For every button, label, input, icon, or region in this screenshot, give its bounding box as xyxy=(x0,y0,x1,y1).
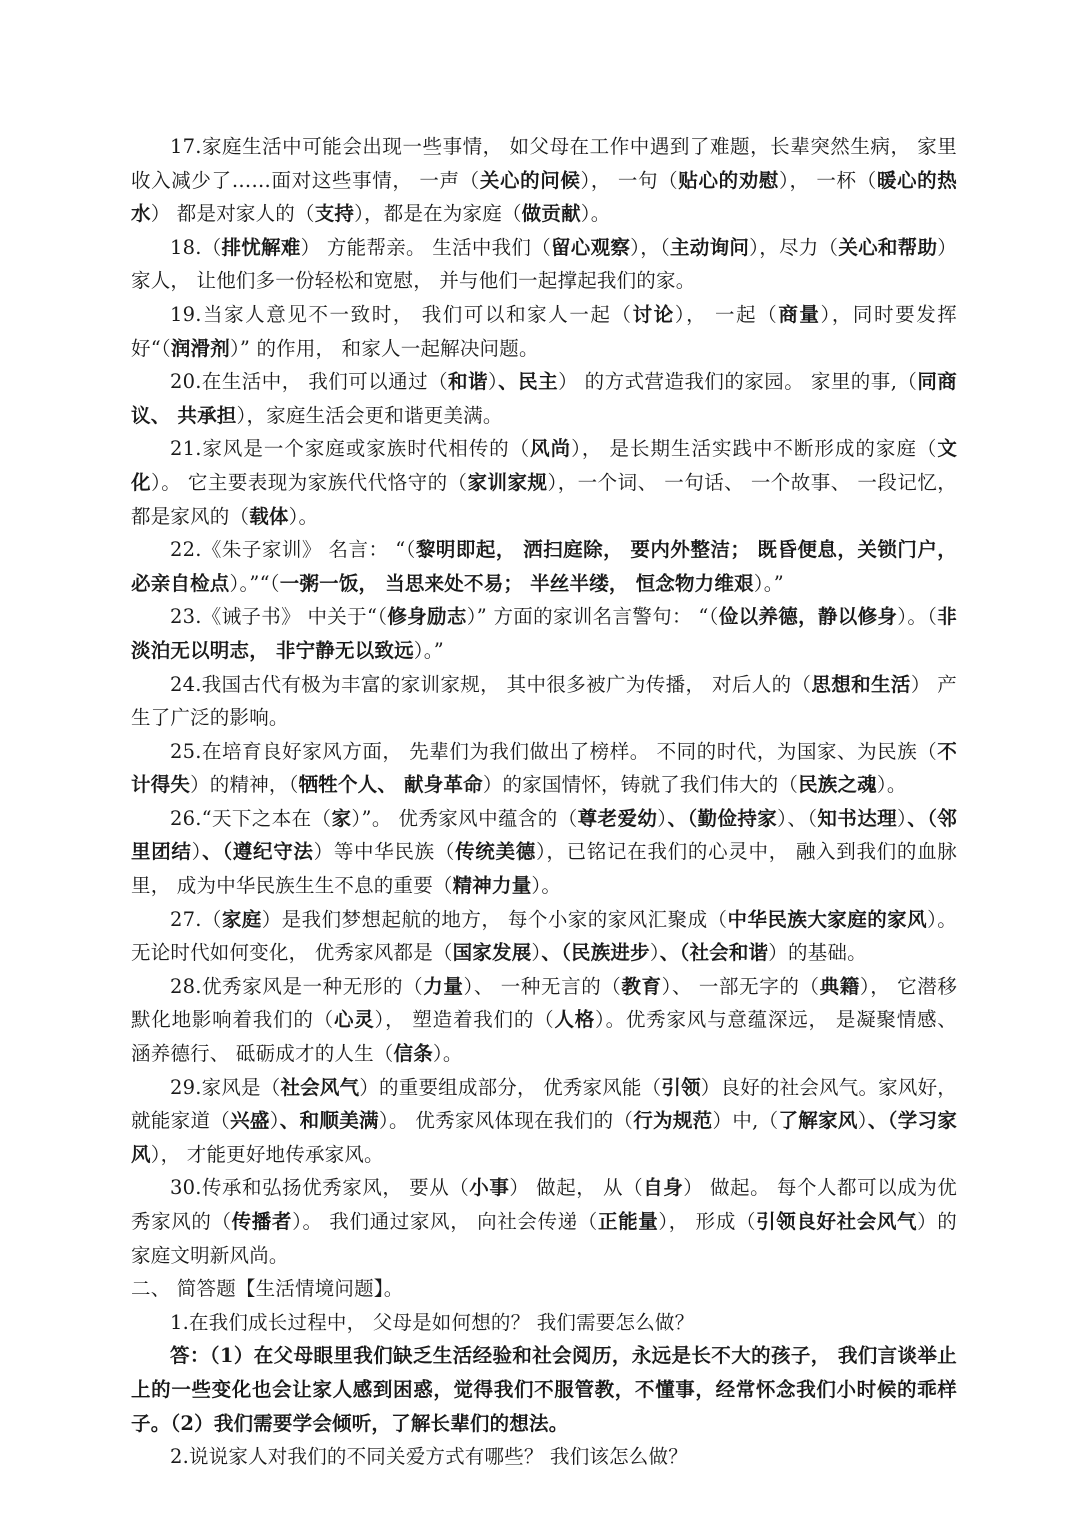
answer-text: 遵纪守法 xyxy=(232,840,314,864)
item-text: ），同时要发挥好“（ xyxy=(131,302,957,360)
item-text: ），已铭记在我们的心灵中， 融入到我们的血脉里， 成为中华民族生生不息的重要（ xyxy=(131,840,957,898)
question-2: 2.说说家人对我们的不同关爱方式有哪些？ 我们该怎么做？ xyxy=(170,1445,688,1469)
answer-text: 正能量 xyxy=(597,1210,659,1233)
item-text: ） xyxy=(657,806,668,830)
item-text: ）。 xyxy=(531,874,562,898)
answer-text: 兴盛 xyxy=(230,1109,270,1133)
answer-text: 、和顺美满 xyxy=(279,1109,379,1133)
item-text: ） 产生了广泛的影响。 xyxy=(131,672,957,730)
answer-text: 、（ xyxy=(867,1109,898,1133)
document-content xyxy=(131,130,957,1474)
item-text: 22.《朱子家训》 名言： “（ xyxy=(170,538,416,562)
answer-text: 民族之魂 xyxy=(798,773,877,797)
item-text: ）” 的作用， 和家人一起解决问题。 xyxy=(229,336,539,360)
fill-blank-item-25 xyxy=(131,735,957,802)
item-text: ）是我们梦想起航的地方， 每个小家的家风汇聚成（ xyxy=(261,907,728,931)
item-text: ）。” xyxy=(413,638,444,662)
answer-text: 讨论 xyxy=(632,302,675,326)
answer-text: 传统美德 xyxy=(455,840,536,864)
answer-text: 民族进步 xyxy=(571,941,650,965)
answer-text: 和谐 xyxy=(448,370,488,394)
item-text: 18.（ xyxy=(170,235,222,259)
answer-text: 家训家规 xyxy=(467,470,548,494)
answer-text: 商量 xyxy=(778,302,821,326)
answer-text: 引领良好社会风气 xyxy=(756,1210,918,1233)
item-text: ）” 方面的家训名言警句： “（ xyxy=(466,605,719,629)
fill-blank-item-19 xyxy=(131,298,957,365)
item-text: 25.在培育良好家风方面， 先辈们为我们做出了榜样。 不同的时代，为国家、为民族（ xyxy=(170,739,938,763)
item-text: ）、 一种无言的（ xyxy=(463,974,622,998)
item-text: ）。 它主要表现为家族代代恪守的（ xyxy=(150,470,468,494)
fill-blank-item-20 xyxy=(131,365,957,432)
item-text: ）中,（ xyxy=(712,1109,779,1133)
item-text: ） 做起。 每个人都可以成为优秀家风的（ xyxy=(131,1176,957,1233)
answer-text: 知书达理 xyxy=(817,806,898,830)
item-text: ）。（ xyxy=(897,605,938,629)
answer-text: 思想和生活 xyxy=(811,672,911,696)
item-text: ）， 一杯（ xyxy=(779,168,877,192)
item-text: ）， 它潜移默化地影响着我们的（ xyxy=(131,974,958,1032)
item-text: ）的家庭文明新风尚。 xyxy=(131,1210,957,1267)
item-text: 20.在生活中， 我们可以通过（ xyxy=(170,370,449,394)
item-text: ） xyxy=(857,1109,868,1133)
answer-text: 载体 xyxy=(249,504,289,528)
answer-text: 、（ xyxy=(202,840,233,864)
item-text: ） 方能帮亲。 生活中我们（ xyxy=(300,235,552,259)
item-text: ），（ xyxy=(630,235,671,259)
answer-text: 社会风气 xyxy=(280,1075,360,1099)
item-text: ）， 一句（ xyxy=(580,168,679,192)
answer-text: 、民主 xyxy=(498,370,559,394)
answer-text: 教育 xyxy=(621,974,662,998)
item-text: ）、 一部无字的（ xyxy=(661,974,820,998)
item-text: ）的精神，（ xyxy=(190,773,299,797)
answer-text: 做贡献 xyxy=(521,202,581,226)
item-text: ） 的方式营造我们的家园。 家里的事,（ xyxy=(558,370,918,394)
answer-text: 贴心的劝慰 xyxy=(678,168,780,192)
answer-text: 中华民族大家庭的家风 xyxy=(727,907,928,931)
item-text: ）， 塑造着我们的（ xyxy=(374,1008,555,1032)
answer-text: 非淡泊无以明志， 非宁静无以致远 xyxy=(131,605,957,662)
item-text: 19.当家人意见不一致时， 我们可以和家人一起（ xyxy=(170,302,633,326)
item-text: ）。优秀家风与意蕴深远， 是凝聚情感、 涵养德行、 砥砺成才的人生（ xyxy=(131,1008,957,1066)
answer-text: 传播者 xyxy=(231,1210,293,1233)
fill-blank-item-27 xyxy=(131,903,957,970)
item-text: ）， 才能更好地传承家风。 xyxy=(150,1142,384,1166)
answer-text: 小事 xyxy=(469,1176,510,1200)
fill-blank-item-18 xyxy=(131,231,957,298)
answer-text: 、（ xyxy=(541,941,572,965)
item-text: 26.“天下之本在（ xyxy=(170,806,332,830)
answer-text: 典籍 xyxy=(819,974,860,998)
answer-text: 风尚 xyxy=(530,437,572,461)
answer-text: 润滑剂 xyxy=(170,336,230,360)
fill-blank-item-21 xyxy=(131,432,957,533)
fill-blank-item-24 xyxy=(131,668,957,735)
item-text: ）。 xyxy=(580,202,611,226)
answer-text: 尊老爱幼 xyxy=(577,806,658,830)
answer-text: 主动询问 xyxy=(670,235,750,259)
item-text: ） 都是对家人的（ xyxy=(150,202,315,226)
fill-blank-item-17 xyxy=(131,130,957,231)
item-text: 27.（ xyxy=(170,907,222,931)
answer-text: 社会和谐 xyxy=(689,941,769,965)
answer-text: 家 xyxy=(331,806,352,830)
answer-text: 、（ xyxy=(667,806,698,830)
item-text: ）、（ xyxy=(777,806,818,830)
answer-text: 信条 xyxy=(393,1042,433,1066)
answer-text: 文化 xyxy=(131,437,958,494)
answer-text: 人格 xyxy=(554,1008,596,1032)
item-text: ） 做起， 从（ xyxy=(509,1176,644,1200)
item-text: ）， 是长期生活实践中不断形成的家庭（ xyxy=(571,437,938,461)
answer-text: 留心观察 xyxy=(551,235,631,259)
fill-blank-item-28 xyxy=(131,970,957,1071)
item-text: 24.我国古代有极为丰富的家训家规， 其中很多被广为传播， 对后人的（ xyxy=(170,672,812,696)
question-1: 1.在我们成长过程中， 父母是如何想的？ 我们需要怎么做？ xyxy=(170,1310,695,1334)
answer-text: 暖心的热水 xyxy=(131,168,957,226)
answer-text: 关心的问候 xyxy=(479,168,581,192)
item-text: ）良好的社会风气。家风好， 就能家道（ xyxy=(131,1075,957,1133)
item-text: 28.优秀家风是一种无形的（ xyxy=(170,974,424,998)
item-text: ）， 形成（ xyxy=(658,1210,757,1233)
answer-text: 力量 xyxy=(423,974,464,998)
answer-text: 支持 xyxy=(314,202,355,226)
answer-text: 心灵 xyxy=(333,1008,375,1032)
item-text: ）。 无论时代如何变化， 优秀家风都是（ xyxy=(131,907,958,965)
answer-text: 俭以养德，静以修身 xyxy=(718,605,898,629)
fill-blank-item-30 xyxy=(131,1171,957,1272)
item-text: ） xyxy=(531,941,542,965)
answer-text: 引领 xyxy=(661,1075,701,1099)
item-text: ）。” xyxy=(753,571,784,595)
answer-text: 学习家风 xyxy=(131,1109,958,1166)
item-text: ）”。 优秀家风中蕴含的（ xyxy=(351,806,578,830)
answer-text: 国家发展 xyxy=(452,941,532,965)
fill-blank-item-29 xyxy=(131,1071,957,1172)
answer-text: 了解家风 xyxy=(778,1109,858,1133)
item-text: 21.家风是一个家庭或家族时代相传的（ xyxy=(170,437,531,461)
answer-text: 黎明即起， 洒扫庭除， 要内外整洁； 既昏便息，关锁门户， 必亲自检点 xyxy=(131,538,958,595)
item-text: ）。”“（ xyxy=(229,571,280,595)
item-text: ），一个词、 一句话、 一个故事、 一段记忆， 都是家风的（ xyxy=(131,470,958,528)
item-text: 30.传承和弘扬优秀家风， 要从（ xyxy=(170,1176,470,1200)
item-text: ） xyxy=(487,370,499,394)
item-text: ）。 xyxy=(432,1042,463,1066)
fill-blank-item-23 xyxy=(131,600,957,667)
item-text: ） 家人， 让他们多一份轻松和宽慰， 并与他们一起撑起我们的家。 xyxy=(131,235,957,293)
answer-text: 同商议、 共承担 xyxy=(131,370,957,427)
answer-text: 排忧解难 xyxy=(221,235,301,259)
item-text: ）等中华民族（ xyxy=(313,840,456,864)
item-text: ），都是在为家庭（ xyxy=(354,202,522,226)
answer-text: 关心和帮助 xyxy=(838,235,938,259)
item-text: ），家庭生活会更和谐更美满。 xyxy=(236,403,503,427)
item-text: ）。 xyxy=(876,773,907,797)
item-text: ）。 我们通过家风， 向社会传递（ xyxy=(292,1210,598,1233)
answer-text: 牺牲个人、 献身革命 xyxy=(298,773,483,797)
item-text: 23.《诫子书》 中关于“（ xyxy=(170,605,388,629)
answer-text: 不计得失 xyxy=(131,739,957,797)
item-text: ）。 xyxy=(288,504,319,528)
section-heading: 二、 简答题【生活情境问题】。 xyxy=(131,1277,404,1301)
item-text: ）， 一起（ xyxy=(674,302,779,326)
item-text: ） xyxy=(897,806,908,830)
answer-1: 答：（1）在父母眼里我们缺乏生活经验和社会阅历，永远是长不大的孩子， 我们言谈举止上的一些变化也会让家人感到困惑，觉得我们不服管教，不懂事，经常怀念我们小时候的乖样子。（2）我们需要学会倾听，了解长辈们的想法。 xyxy=(131,1344,957,1435)
answer-text: 邻里团结 xyxy=(131,806,957,864)
answer-text: 、（ xyxy=(659,941,690,965)
item-text: ），尽力（ xyxy=(749,235,839,259)
answer-text: 行为规范 xyxy=(633,1109,713,1133)
fill-blank-item-26 xyxy=(131,802,957,903)
item-text: ） xyxy=(649,941,660,965)
item-text: ） xyxy=(191,840,203,864)
item-text: 29.家风是（ xyxy=(170,1075,281,1099)
item-text: ）。 优秀家风体现在我们的（ xyxy=(378,1109,634,1133)
answer-text: 精神力量 xyxy=(452,874,532,898)
item-text: ）的家国情怀，铸就了我们伟大的（ xyxy=(482,773,799,797)
answer-text: 、（ xyxy=(907,806,938,830)
item-text: ）的基础。 xyxy=(768,941,867,965)
answer-text: 修身励志 xyxy=(387,605,467,629)
answer-text: 勤俭持家 xyxy=(697,806,778,830)
item-text: 17.家庭生活中可能会出现一些事情， 如父母在工作中遇到了难题，长辈突然生病， 家里收入减少了……面对这些事情， 一声（ xyxy=(131,135,957,192)
answer-text: 自身 xyxy=(643,1176,684,1200)
answer-text: 家庭 xyxy=(221,907,262,931)
item-text: ）的重要组成部分， 优秀家风能（ xyxy=(359,1075,662,1099)
fill-blank-item-22 xyxy=(131,533,957,600)
answer-text: 一粥一饭， 当思来处不易； 半丝半缕， 恒念物力维艰 xyxy=(279,571,754,595)
item-text: ） xyxy=(269,1109,280,1133)
